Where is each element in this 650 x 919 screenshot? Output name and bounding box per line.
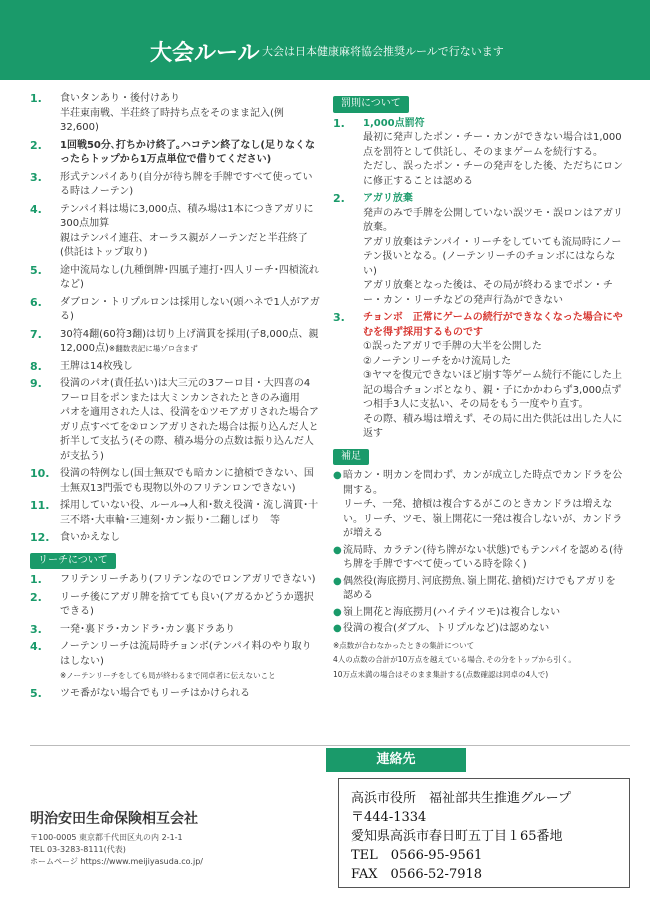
supplement-footnote: ※点数が合わなかったときの集計について 4人の点数の合計が10万点を越えている場合､その分をトップから引く｡ 10万点未満の場合はそのまま集計する(点数確認は同卓の4人で): [333, 640, 573, 679]
penalty-body: [363, 311, 625, 442]
rule-text: 形式テンパイあり(自分が待ち牌を手牌ですべて使っている時はノーテン): [60, 171, 313, 197]
supplement-text: 偶然役(海底撈月､河底撈魚､嶺上開花､搶槓)だけでもアガリを認める: [343, 575, 616, 601]
divider: [30, 745, 630, 746]
rule-number: 8.: [30, 359, 42, 373]
penalty-heading: チョンボ 正常にゲームの続行ができなくなった場合にやむを得ず採用するものです: [363, 312, 623, 338]
riichi-number: 1.: [30, 573, 42, 586]
bullet-icon: ●: [333, 575, 342, 587]
rule-text: 役満のパオ(責任払い)は大三元の3フーロ目・大四喜の4フーロ目をポンまたは大ミンカンされたときのみ適用 パオを適用された人は、役満を①ツモアガリされた場合アガリ点すべてを②ロンアガリされた場合は振り込んだ人と折半して支払う(その際、積み場分の点数は振り込んだ人が支払う): [60, 378, 319, 462]
rule-item: [30, 377, 320, 464]
rule-item: [30, 360, 320, 375]
rule-text: 30符4翻(60符3翻)は切り上げ満貫を採用(子8,000点、親12,000点)※翻数表記に場ゾロ含まず: [60, 328, 319, 354]
supplement-text: 暗カン・明カンを問わず、カンが成立した時点でカンドラを公開する。 リーチ、一発、搶槓は複合するがこのときカンドラは増えない。リーチ、ツモ、嶺上開花に一発は複合しないが、カンドラが増える: [343, 470, 623, 539]
penalty-text: 発声のみで手牌を公開していない誤ツモ・誤ロンはアガリ放棄。 アガリ放棄はテンパイ・リーチをしていても流局時にノーテン扱いとなる。(ノーテンリーチのチョンボにはならない) アガリ放棄となった後は、その局が終わるまでポン・チー・カン・リーチなどの発声行為ができない: [363, 207, 623, 306]
penalty-item: [333, 117, 625, 190]
penalty-body: [363, 192, 625, 308]
penalty-body: [363, 117, 625, 190]
rule-item: [30, 296, 320, 325]
rule-number: 9.: [30, 377, 42, 390]
rule-item: [30, 467, 320, 496]
riichi-item: [30, 640, 320, 684]
riichi-item: [30, 591, 320, 620]
supplement-item: [333, 622, 625, 637]
supplement-text: 役満の複合(ダブル、トリプルなど)は認めない: [343, 623, 550, 634]
supplement-tag: 補足: [333, 449, 369, 466]
penalty-list: [333, 117, 625, 442]
company-address: 〒100-0005 東京都千代田区丸の内 2-1-1 TEL 03-3283-8111(代表) ホームページ https://www.meijiyasuda.co.jp/: [30, 833, 203, 866]
rule-number: 4.: [30, 202, 42, 216]
penalty-number: 3.: [333, 311, 345, 324]
bullet-icon: ●: [333, 470, 342, 481]
riichi-number: 4.: [30, 640, 42, 653]
rule-item: [30, 328, 320, 357]
rule-text: 食いタンあり・後付けあり 半荘東南戦、半荘終了時持ち点をそのまま記入(例32,600): [60, 93, 284, 133]
supplement-item: [333, 544, 625, 573]
riichi-number: 3.: [30, 622, 42, 636]
rule-text: 王牌は14枚残し: [60, 360, 133, 372]
riichi-tag: リーチについて: [30, 553, 116, 570]
bullet-icon: ●: [333, 623, 342, 634]
rule-text: 途中流局なし(九種倒牌･四風子連打･四人リーチ･四槓流れなど): [60, 264, 319, 290]
contact-line: FAX 0566-52-7918: [351, 867, 483, 882]
rule-number: 11.: [30, 499, 50, 512]
riichi-number: 2.: [30, 590, 42, 604]
riichi-item: [30, 573, 320, 588]
penalty-text: 最初に発声したポン・チー・カンができない場合は1,000点を罰符として供託し、そのままゲームを続行する。 ただし、誤ったポン・チーの発声をした後、ただちにロンに修正することは認める: [363, 132, 623, 187]
bullet-icon: ●: [333, 544, 342, 556]
riichi-text: ノーテンリーチは流局時チョンボ(テンパイ料のやり取りはしない) ※ノーテンリーチをしても局が終わるまで同卓者に伝えないこと: [60, 641, 312, 680]
page-subtitle: 大会は日本健康麻将協会推奨ルールで行ないます: [262, 45, 504, 58]
riichi-list: [30, 573, 320, 701]
contact-tag: 連絡先: [326, 748, 466, 772]
penalty-text: ①誤ったアガリで手牌の大半を公開した ②ノーテンリーチをかけ流局した ③ヤマを復元できないほど崩す等ゲーム続行不能にした上記の場合チョンボとなり、親・子にかかわらず3,000点ずつ相手3人に支払い、その局をもう一度やり直す。 その際、積み場は増えず、その局に出た供託は出した人に返す: [363, 341, 623, 439]
contact-box: [338, 778, 630, 888]
penalty-tag: 罰則について: [333, 96, 409, 113]
rule-number: 3.: [30, 170, 42, 184]
left-column: [30, 92, 320, 704]
riichi-note: ※ノーテンリーチをしても局が終わるまで同卓者に伝えないこと: [60, 671, 276, 680]
rule-item: [30, 92, 320, 136]
company-name: 明治安田生命保険相互会社: [30, 811, 198, 827]
supplement-item: [333, 469, 625, 542]
header-banner: [0, 0, 650, 80]
rule-text: 役満の特例なし(国士無双でも暗カンに搶槓できない、国士無双13門張でも現物以外のフリテンロンできない): [60, 468, 314, 494]
rule-number: 7.: [30, 327, 42, 341]
penalty-heading: アガリ放棄: [363, 193, 413, 204]
rule-number: 1.: [30, 92, 42, 105]
rule-text: 採用していない役、ルール→人和･数え役満・流し満貫･十三不塔･大車輪･三連刻･カン振り･二翻しばり 等: [60, 500, 319, 526]
rule-number: 5.: [30, 263, 42, 277]
penalty-item: [333, 192, 625, 308]
riichi-text: リーチ後にアガリ牌を捨てても良い(アガるかどうか選択できる): [60, 591, 314, 617]
rule-item: [30, 531, 320, 546]
rule-text: 1回戦50分､打ちかけ終了｡ハコテン終了なし(足りなくなったらトップから1万点単位で借りてください): [60, 139, 315, 165]
page-title: 大会ルール: [150, 41, 260, 66]
contact-line: 高浜市役所 福祉部共生推進グループ: [351, 791, 571, 806]
riichi-text: ツモ番がない場合でもリーチはかけられる: [60, 687, 250, 699]
riichi-item: [30, 687, 320, 702]
riichi-text: 一発･裏ドラ･カンドラ･カン裏ドラあり: [60, 623, 235, 635]
riichi-number: 5.: [30, 686, 42, 700]
supplement-text: 嶺上開花と海底撈月(ハイテイツモ)は複合しない: [343, 606, 561, 618]
contact-line: 〒444-1334: [351, 810, 427, 825]
riichi-item: [30, 623, 320, 638]
supplement-list: [333, 469, 625, 637]
penalty-heading: 1,000点罰符: [363, 117, 425, 129]
rule-item: [30, 499, 320, 528]
rule-text: ダブロン・トリプルロンは採用しない(頭ハネで1人がアガる): [60, 296, 320, 322]
right-column: [333, 92, 625, 682]
penalty-number: 2.: [333, 192, 345, 205]
rule-number: 10.: [30, 467, 50, 480]
supplement-item: [333, 606, 625, 621]
rule-number: 12.: [30, 531, 50, 544]
bullet-icon: ●: [333, 606, 342, 618]
riichi-text: フリテンリーチあり(フリテンなのでロンアガリできない): [60, 574, 316, 585]
rule-item: [30, 171, 320, 200]
penalty-item: [333, 311, 625, 442]
rule-item: [30, 139, 320, 168]
rule-number: 2.: [30, 138, 42, 152]
rule-number: 6.: [30, 295, 42, 309]
rule-item: [30, 264, 320, 293]
rule-text: テンパイ料は場に3,000点、積み場は1本につきアガリに300点加算 親はテンパイ連荘、オーラス親がノーテンだと半荘終了(供託はトップ取り): [60, 203, 314, 258]
rules-list: [30, 92, 320, 546]
rule-note: ※翻数表記に場ゾロ含まず: [108, 344, 198, 353]
rule-text: 食いかえなし: [60, 532, 120, 543]
supplement-item: [333, 575, 625, 604]
rule-item: [30, 203, 320, 261]
supplement-text: 流局時、カラテン(待ち牌がない状態)でもテンパイを認める(待ち牌を手牌ですべて使っている時を除く): [343, 544, 624, 570]
contact-line: TEL 0566-95-9561: [351, 848, 483, 863]
penalty-number: 1.: [333, 116, 345, 130]
contact-line: 愛知県高浜市春日町五丁目１65番地: [351, 829, 563, 844]
